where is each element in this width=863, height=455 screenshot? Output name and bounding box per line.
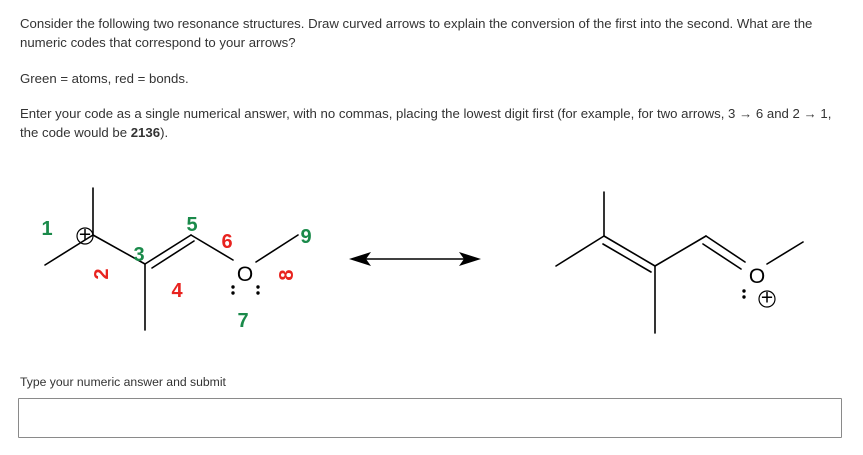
- atom-label-7: 7: [237, 310, 249, 332]
- charge-symbol-2: +: [760, 286, 774, 310]
- atom-label-1: 1: [41, 218, 53, 240]
- bond-label-8: 8: [276, 269, 298, 281]
- structure-2: [556, 192, 803, 333]
- oxygen-label-2: O: [748, 265, 766, 288]
- double-headed-arrow: [349, 252, 481, 266]
- bond-label-4: 4: [171, 280, 183, 302]
- instructions-text: Enter your code as a single numerical answer, with no commas, placing the lowest digit first (for example, for two arrows, 3 → 6 and 2 → 1, the code would be: [20, 106, 832, 140]
- atom-label-9: 9: [300, 226, 312, 248]
- lone-pair-icon-2: [742, 289, 745, 298]
- example-code: 2136: [130, 125, 161, 140]
- instructions-end: ).: [160, 125, 169, 140]
- answer-input[interactable]: [18, 398, 842, 438]
- color-legend: Green = atoms, red = bonds.: [20, 71, 189, 86]
- oxygen-label: O: [236, 263, 254, 286]
- bond-label-6: 6: [221, 231, 233, 253]
- structure-1: [45, 188, 298, 330]
- instructions-paragraph: [20, 104, 840, 142]
- resonance-figure: [0, 180, 863, 360]
- charge-symbol: +: [78, 223, 92, 247]
- atom-label-5: 5: [186, 214, 198, 236]
- question-paragraph: Consider the following two resonance structures. Draw curved arrows to explain the conversion of the first into the second. What are the numeric codes that correspond to your arrows?: [20, 16, 813, 50]
- answer-label: Type your numeric answer and submit: [20, 375, 226, 389]
- lone-pair-icon: [231, 285, 259, 294]
- bond-label-2: 2: [91, 268, 113, 280]
- atom-label-3: 3: [133, 244, 145, 266]
